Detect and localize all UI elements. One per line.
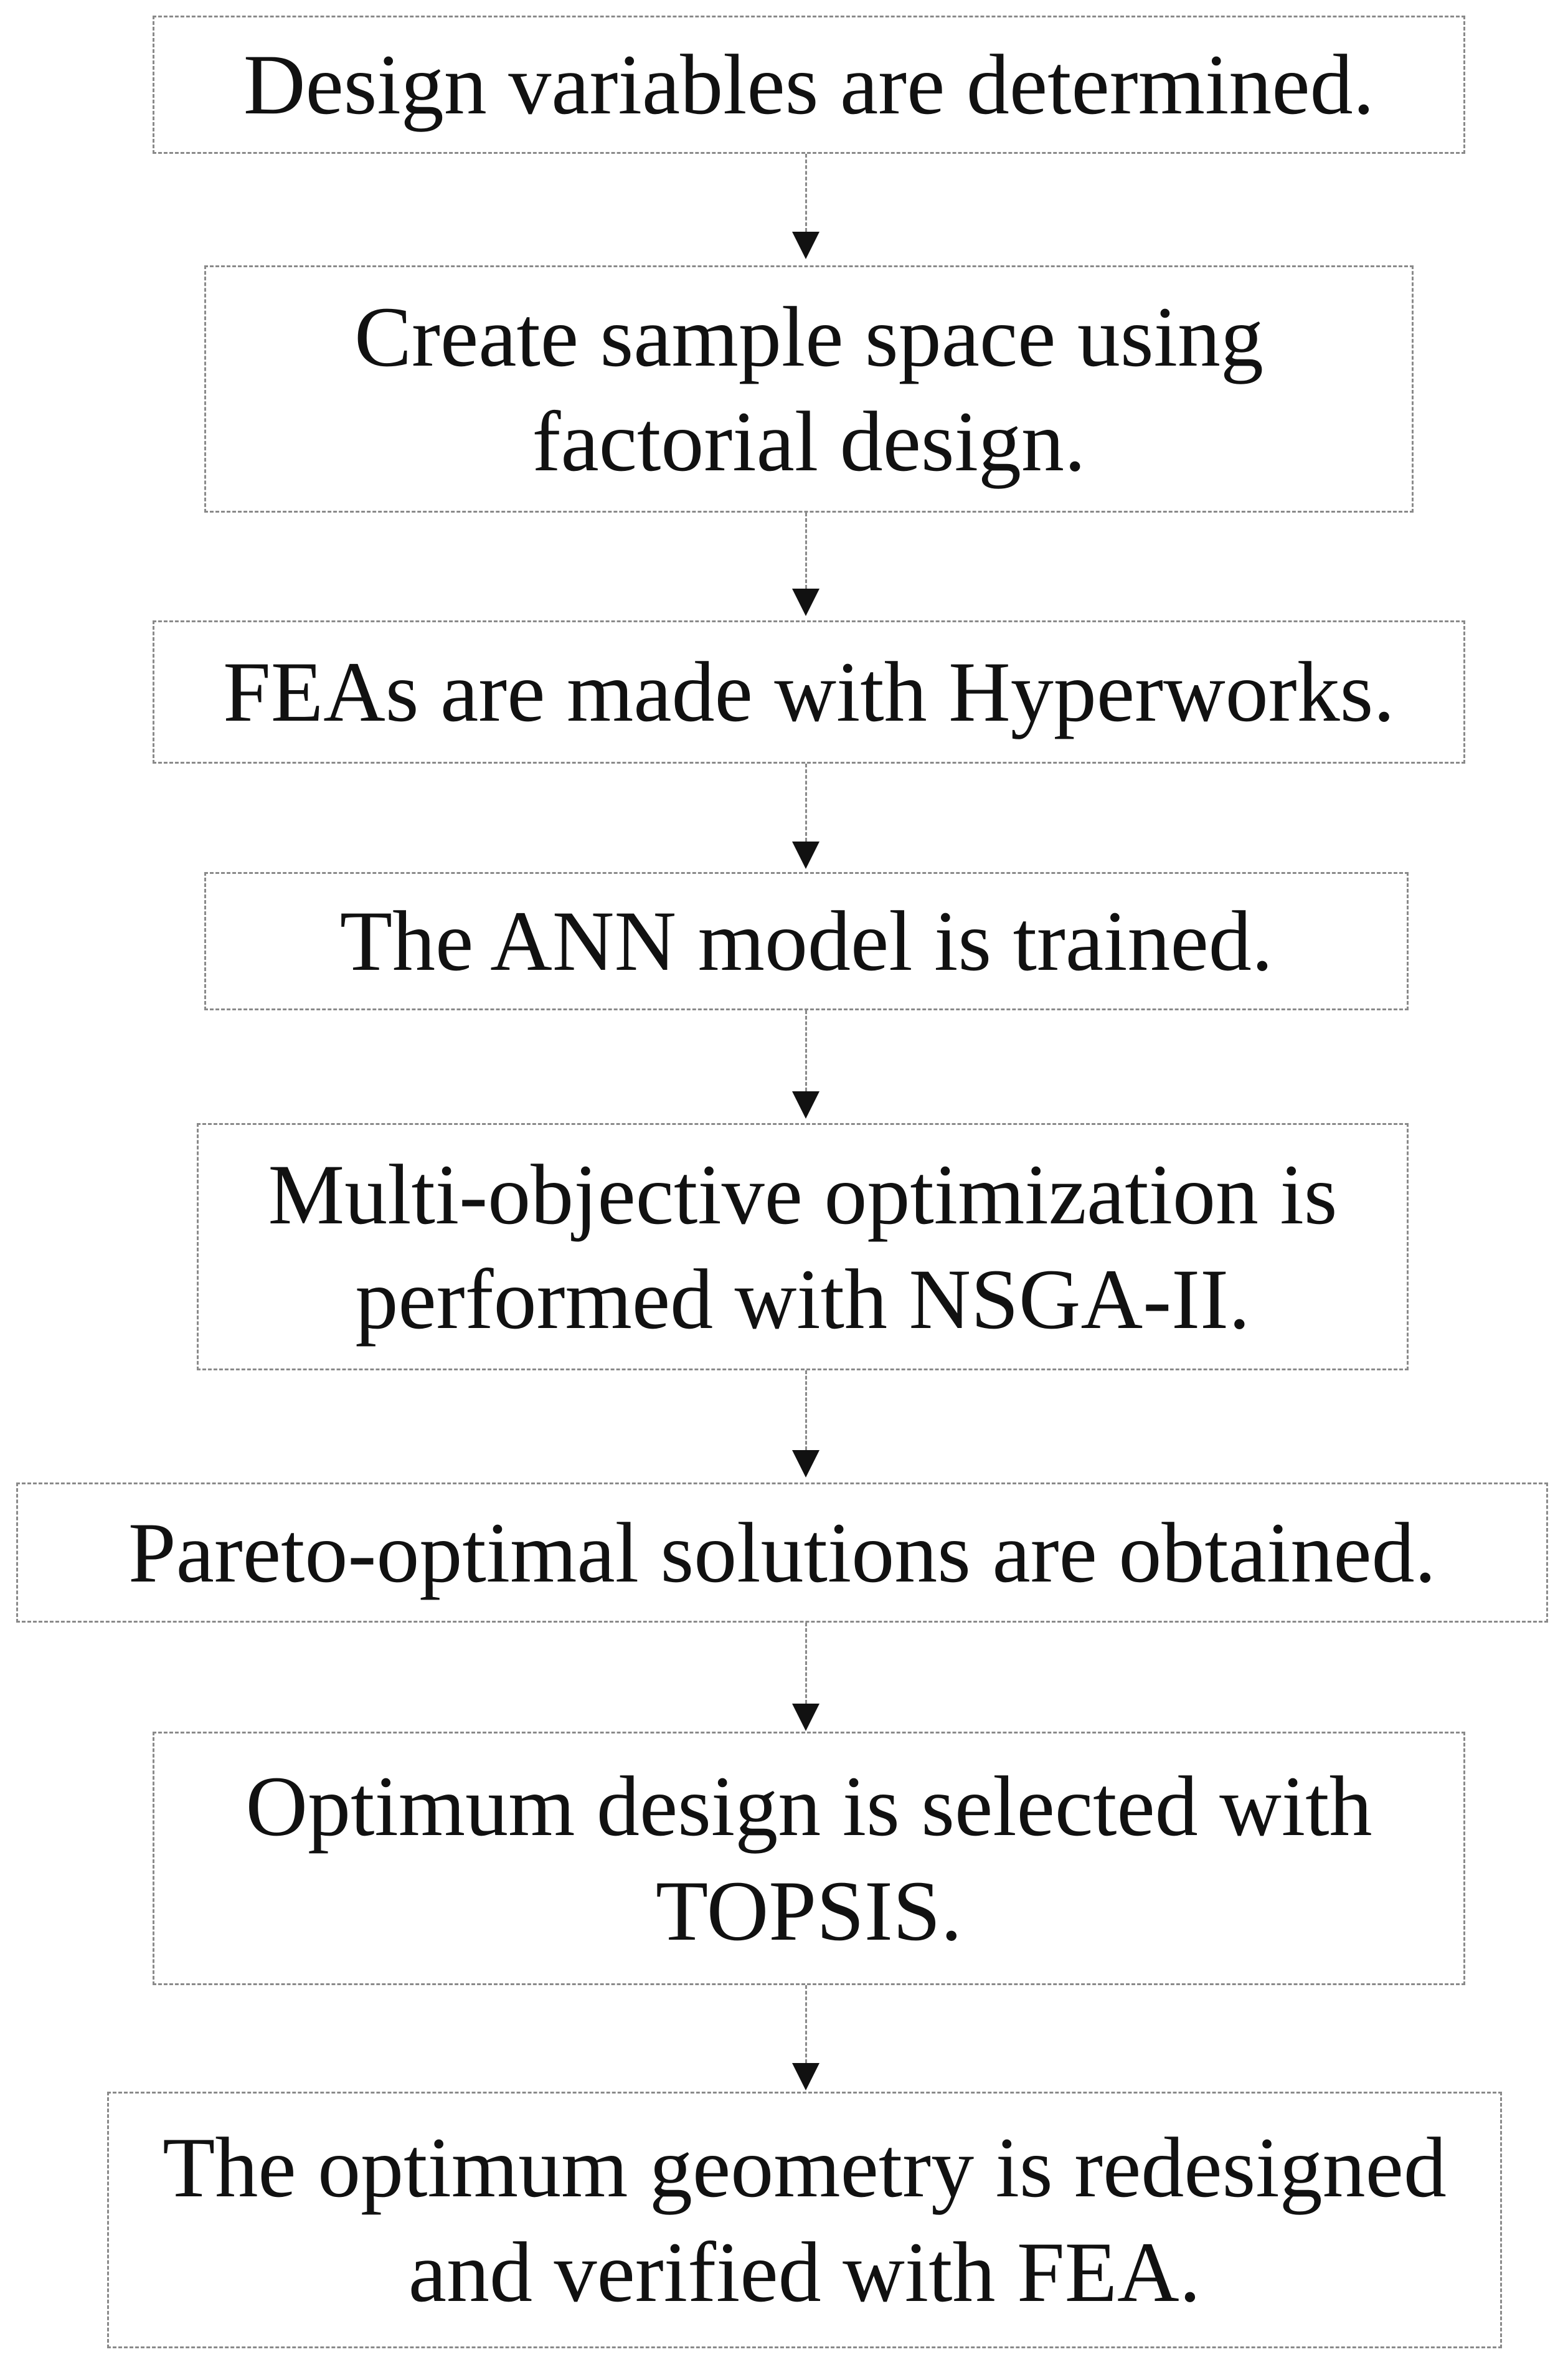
connector-2-3 <box>805 513 807 589</box>
step-7-box <box>153 1732 1465 1985</box>
arrow-down-icon <box>792 842 819 869</box>
step-4-box <box>204 872 1409 1010</box>
step-7-label: Optimum design is selected with TOPSIS. <box>245 1758 1372 1958</box>
connector-3-4 <box>805 764 807 842</box>
connector-5-6 <box>805 1370 807 1450</box>
step-5-box <box>197 1123 1409 1370</box>
step-6-box <box>16 1482 1548 1623</box>
step-3-box <box>153 620 1465 764</box>
step-2-box <box>204 265 1414 513</box>
arrow-down-icon <box>792 1091 819 1119</box>
connector-7-8 <box>805 1985 807 2063</box>
step-2-label: Create sample space using factorial design. <box>354 288 1263 489</box>
arrow-down-icon <box>792 1450 819 1477</box>
connector-6-7 <box>805 1623 807 1704</box>
arrow-down-icon <box>792 232 819 259</box>
step-5-label: Multi-objective optimization is performed with NSGA-II. <box>268 1146 1338 1347</box>
arrow-down-icon <box>792 1704 819 1731</box>
step-3-label: FEAs are made with Hyperworks. <box>223 644 1395 739</box>
connector-4-5 <box>805 1010 807 1091</box>
step-1-label: Design variables are determined. <box>243 37 1375 132</box>
step-6-label: Pareto-optimal solutions are obtained. <box>128 1504 1437 1600</box>
arrow-down-icon <box>792 2063 819 2090</box>
step-4-label: The ANN model is trained. <box>339 893 1273 989</box>
connector-1-2 <box>805 154 807 232</box>
step-8-box <box>107 2092 1502 2348</box>
step-1-box <box>153 16 1465 154</box>
step-8-label: The optimum geometry is redesigned and verified with FEA. <box>163 2120 1447 2320</box>
arrow-down-icon <box>792 589 819 616</box>
